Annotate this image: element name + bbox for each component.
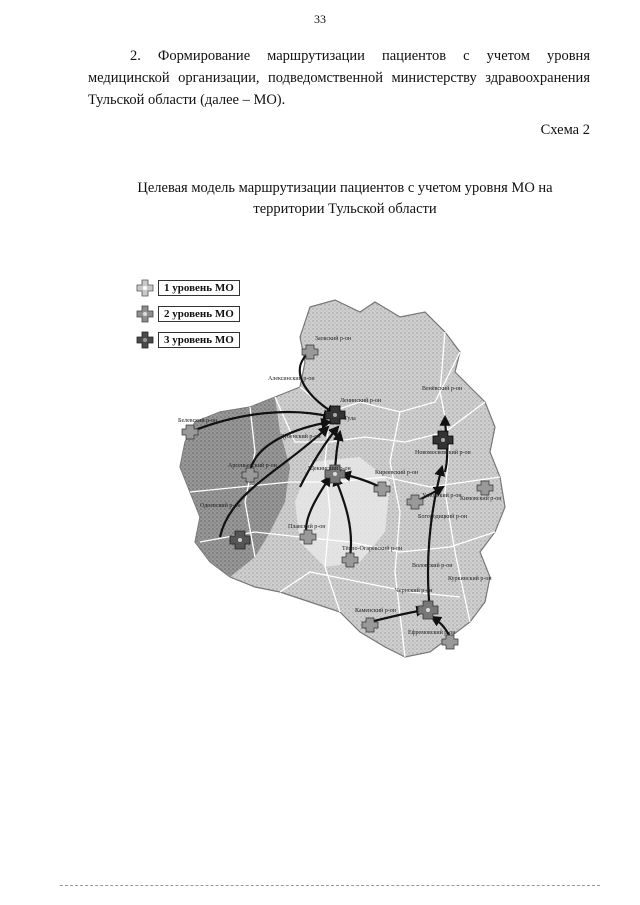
map-label: Куркинский р-он: [448, 576, 492, 582]
scheme-label: Схема 2: [540, 122, 590, 138]
body-paragraph: 2. Формирование маршрутизации пациентов с учетом уровня медицинской организации, подведомственной министерству здравоохранения Тульской области (далее – МО).: [88, 48, 590, 108]
map-label: Каменский р-он: [355, 608, 396, 614]
footer-divider: [60, 885, 600, 886]
map-label: Киреевский р-он: [375, 470, 419, 476]
map-label: Кимовский р-он: [460, 496, 502, 502]
legend-label: 1 уровень МО: [158, 280, 240, 296]
map-label: Плавский р-он: [288, 524, 326, 530]
level-1-cross-icon: [136, 279, 154, 297]
page-number: 33: [314, 12, 326, 26]
legend-label: 2 уровень МО: [158, 306, 240, 322]
level-3-cross-icon: [136, 331, 154, 349]
map-label: Богородицкий р-он: [418, 514, 468, 520]
legend-label: 3 уровень МО: [158, 332, 240, 348]
map-label: Тула: [344, 416, 356, 422]
map-label: Ленинский р-он: [340, 398, 382, 404]
map-label: Новомосковский р-он: [415, 450, 471, 456]
tula-region-map: [160, 292, 510, 672]
map-label: Щекинский р-он: [308, 466, 351, 472]
map-label: Заокский р-он: [315, 336, 352, 342]
figure-title: Целевая модель маршрутизации пациентов с учетом уровня МО на территории Тульской области: [137, 180, 553, 217]
map-label: Венёвский р-он: [422, 386, 463, 392]
routing-map-svg: [160, 292, 510, 672]
map-label: Воловский р-он: [412, 563, 453, 569]
map-label: Ефремовский р-он: [408, 630, 456, 636]
map-label: Белевский р-он: [178, 418, 218, 424]
map-label: Дубенский р-он: [280, 434, 321, 440]
map-label: Тёпло-Огарёвский р-он: [342, 546, 403, 552]
level-2-cross-icon: [136, 305, 154, 323]
map-label: Арсеньевский р-он: [228, 463, 277, 469]
map-label: Узловский р-он: [422, 493, 462, 499]
map-label: Алексинский р-он: [268, 376, 315, 382]
map-label: Чернский р-он: [395, 588, 433, 594]
map-label: Одоевский р-он: [200, 503, 241, 509]
